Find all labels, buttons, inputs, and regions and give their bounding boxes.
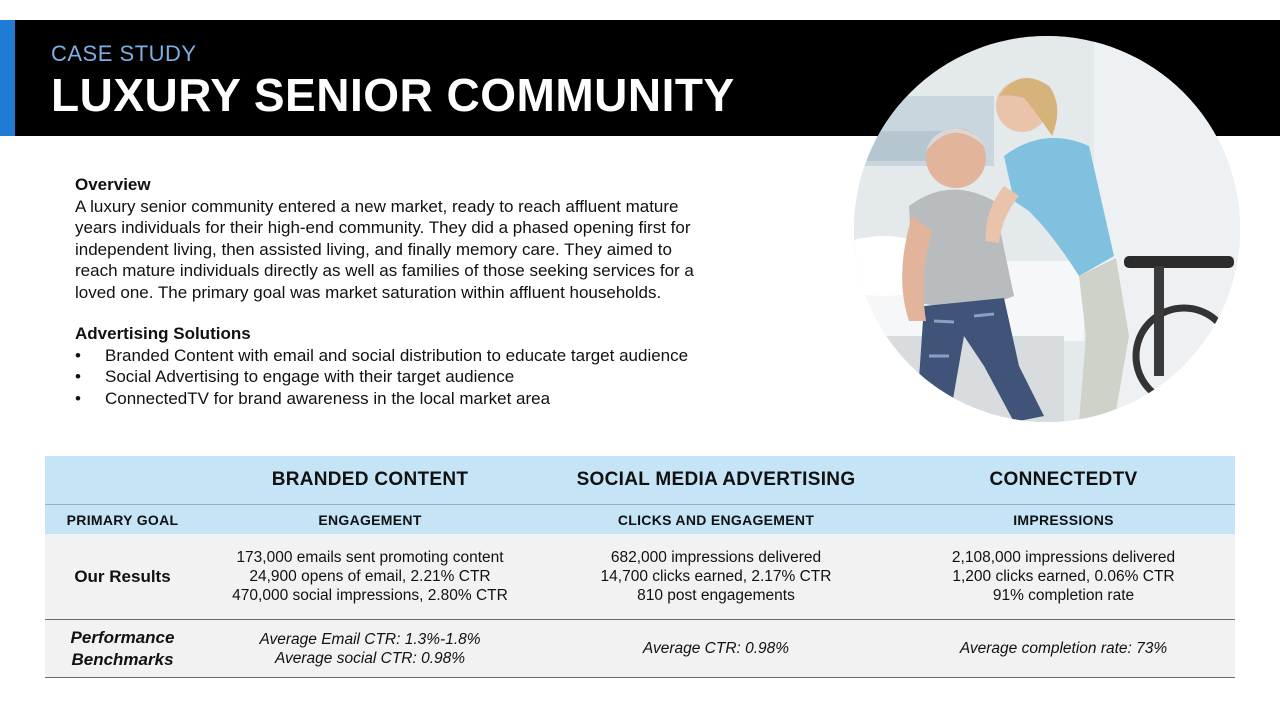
table-header-row — [45, 456, 1235, 504]
page-title: LUXURY SENIOR COMMUNITY — [51, 69, 735, 121]
primary-goal-label: PRIMARY GOAL — [66, 511, 179, 528]
benchmark-cell-social — [540, 620, 892, 677]
benchmark-line: Average completion rate: 73% — [959, 640, 1168, 657]
result-line: 2,108,000 impressions delivered — [951, 549, 1176, 566]
result-line: 682,000 impressions delivered — [610, 549, 822, 566]
benchmarks-label: Performance Benchmarks — [70, 627, 175, 669]
goal-cell: ENGAGEMENT — [318, 511, 422, 528]
bullet-icon: • — [75, 345, 81, 365]
benchmark-cell-ctv — [892, 620, 1235, 677]
overview-section — [75, 174, 835, 303]
result-line: 24,900 opens of email, 2.21% CTR — [249, 568, 491, 585]
result-line: 173,000 emails sent promoting content — [236, 549, 504, 566]
results-cell-social — [540, 534, 892, 619]
result-line: 1,200 clicks earned, 0.06% CTR — [952, 568, 1175, 585]
goal-cell: IMPRESSIONS — [1013, 511, 1114, 528]
column-header-branded-content: BRANDED CONTENT — [271, 469, 469, 490]
advertising-heading: Advertising Solutions — [75, 324, 251, 343]
list-item: • Branded Content with email and social distribution to educate target audience — [75, 345, 689, 365]
advertising-solutions-section — [75, 323, 835, 409]
benchmark-line: Average CTR: 0.98% — [642, 640, 790, 657]
overview-line: reach mature individuals directly as well as families of those seeking services for a — [75, 261, 694, 280]
result-line: 470,000 social impressions, 2.80% CTR — [232, 587, 508, 604]
goal-cell: CLICKS AND ENGAGEMENT — [617, 511, 815, 528]
caregiver-helping-senior-photo — [854, 36, 1240, 422]
case-study-label: CASE STUDY — [51, 41, 197, 66]
column-header-connectedtv: CONNECTEDTV — [989, 469, 1138, 490]
results-cell-branded — [200, 534, 540, 619]
benchmark-cell-branded — [200, 620, 540, 677]
overview-line: years individuals for their high-end community. They did a phased opening first for — [75, 218, 691, 237]
banner-accent-bar — [0, 20, 15, 136]
overview-heading: Overview — [75, 175, 151, 194]
result-line: 14,700 clicks earned, 2.17% CTR — [600, 568, 832, 585]
advertising-list — [75, 345, 835, 410]
table-row-primary-goal — [45, 504, 1235, 535]
bullet-icon: • — [75, 367, 81, 386]
overview-line: independent living, then assisted living, and finally memory care. They aimed to — [75, 239, 672, 259]
table-row-benchmarks — [45, 620, 1235, 678]
benchmark-line: Average social CTR: 0.98% — [274, 649, 466, 667]
overview-line: A luxury senior community entered a new market, ready to reach affluent mature — [75, 196, 679, 216]
table-row-results — [45, 534, 1235, 620]
overview-line: loved one. The primary goal was market saturation within affluent households. — [75, 282, 662, 302]
results-label: Our Results — [74, 567, 171, 586]
results-cell-ctv — [892, 534, 1235, 619]
list-item: • ConnectedTV for brand awareness in the local market area — [75, 388, 551, 408]
result-line: 810 post engagements — [637, 587, 795, 604]
benchmark-line: Average Email CTR: 1.3%-1.8% — [259, 630, 481, 648]
result-line: 91% completion rate — [992, 587, 1135, 604]
bullet-icon: • — [75, 388, 81, 408]
table-header-empty — [45, 456, 200, 504]
list-item: • Social Advertising to engage with their target audience — [75, 367, 515, 386]
column-header-social-media: SOCIAL MEDIA ADVERTISING — [576, 469, 856, 490]
